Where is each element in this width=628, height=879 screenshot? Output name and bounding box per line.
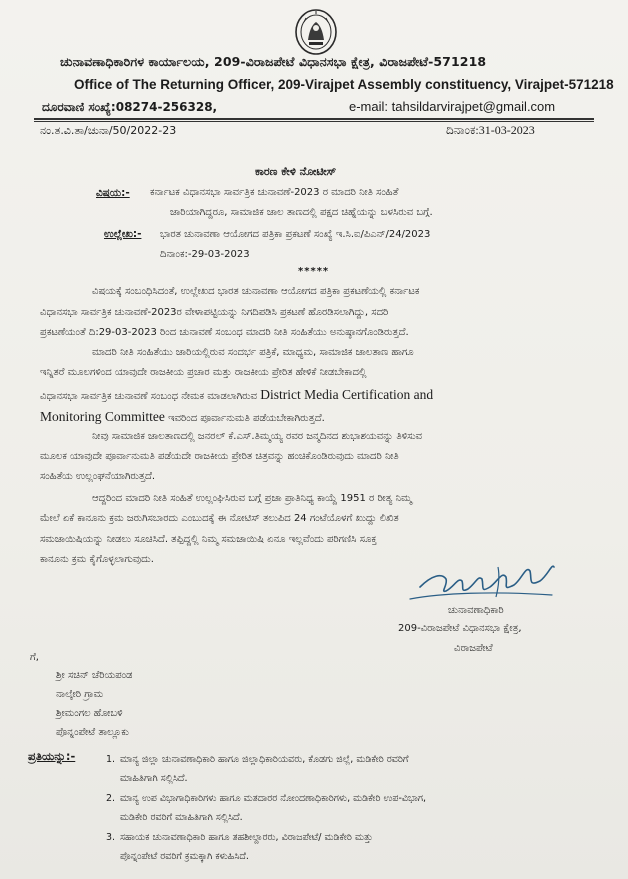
office-header-english: Office of The Returning Officer, 209-Virajpet Assembly constituency, Virajpet-571218	[74, 77, 614, 92]
header-divider-thin	[34, 121, 594, 122]
recipient-line: ಶ್ರೀ ಸಚಿನ್ ಚೆರಿಯಪಂಡ	[56, 670, 133, 681]
paragraph-line: ಪ್ರಕಟಣೆಯಂತೆ ದಿ:29-03-2023 ರಿಂದ ಚುನಾವಣೆ ಸಂಬಂಧ ಮಾದರಿ ನೀತಿ ಸಂಹಿತೆಯು ಅನುಷ್ಠಾನಗೊಂಡಿರುತ್ತದೆ.	[40, 327, 409, 338]
paragraph-line: ವಿಧಾನಸಭಾ ಸಾರ್ವತ್ರಿಕ ಚುನಾವಣೆ-2023ರ ವೇಳಾಪಟ್ಟಿಯನ್ನು ನಿಗದಿಪಡಿಸಿ ಪ್ರಕಟಣೆ ಹೊರಡಿಸಲಾಗಿದ್ದು, ಸದರಿ	[40, 307, 389, 318]
copy-line: ಮಾನ್ಯ ಜಿಲ್ಲಾ ಚುನಾವಣಾಧಿಕಾರಿ ಹಾಗೂ ಜಿಲ್ಲಾಧಿಕಾರಿಯವರು, ಕೊಡಗು ಜಿಲ್ಲೆ, ಮಡಿಕೇರಿ ರವರಿಗೆ	[120, 754, 409, 765]
paragraph-text: ವಿಧಾನಸಭಾ ಸಾರ್ವತ್ರಿಕ ಚುನಾವಣೆ ಸಂಬಂಧ ನೇಮಕ ಮಾಡಲಾಗಿರುವ	[40, 391, 258, 402]
notice-title: ಕಾರಣ ಕೇಳಿ ನೋಟೀಸ್	[255, 165, 337, 178]
email-label: e-mail:	[349, 99, 389, 114]
signatory-constituency: 209-ವಿರಾಜಪೇಟೆ ವಿಧಾನಸಭಾ ಕ್ಷೇತ್ರ,	[398, 623, 522, 634]
office-header-kannada: ಚುನಾವಣಾಧಿಕಾರಿಗಳ ಕಾರ್ಯಾಲಯ, 209-ವಿರಾಜಪೇಟೆ ವಿಧಾನಸಭಾ ಕ್ಷೇತ್ರ, ವಿರಾಜಪೇಟೆ-571218	[60, 54, 487, 69]
to-label: ಗೆ,	[30, 652, 39, 663]
notice-date: ದಿನಾಂಕ:31-03-2023	[446, 123, 535, 137]
paragraph-line: ಮೂಲಕ ಯಾವುದೇ ಪೂರ್ವಾನುಮತಿ ಪಡೆಯದೇ ರಾಜಕೀಯ ಪ್ರೇರಿತ ಚಿತ್ರವನ್ನು ಹಂಚಿಕೊಂಡಿರುವುದು ಮಾದರಿ ನೀತಿ	[40, 451, 399, 462]
header-divider	[34, 118, 594, 120]
paragraph-line: ಮಾದರಿ ನೀತಿ ಸಂಹಿತೆಯು ಜಾರಿಯಲ್ಲಿರುವ ಸಂದರ್ಭ ಪತ್ರಿಕೆ, ಮಾಧ್ಯಮ, ಸಾಮಾಜಿಕ ಜಾಲತಾಣ ಹಾಗೂ	[92, 347, 414, 358]
committee-name: Monitoring Committee	[40, 409, 165, 424]
copy-line: ಪೊನ್ನಂಪೇಟೆ ರವರಿಗೆ ಕ್ರಮಕ್ಕಾಗಿ ಕಳುಹಿಸಿದೆ.	[120, 851, 249, 862]
paragraph-line: ಇನ್ನಿತರೆ ಮೂಲಗಳಿಂದ ಯಾವುದೇ ರಾಜಕೀಯ ಪ್ರಚಾರ ಮತ್ತು ರಾಜಕೀಯ ಪ್ರೇರಿತ ಹೇಳಿಕೆ ನೀಡಬೇಕಾದಲ್ಲಿ	[40, 367, 367, 378]
subject-text: ಕರ್ನಾಟಕ ವಿಧಾನಸಭಾ ಸಾರ್ವತ್ರಿಕ ಚುನಾವಣೆ-2023 ರ ಮಾದರಿ ನೀತಿ ಸಂಹಿತೆ	[150, 187, 399, 198]
separator: *****	[298, 266, 330, 277]
paragraph-line: ನೀವು ಸಾಮಾಜಿಕ ಜಾಲತಾಣದಲ್ಲಿ ಜನರಲ್ ಕೆ.ಎಸ್.ತಿಮ್ಮಯ್ಯ ರವರ ಜನ್ಮದಿನದ ಶುಭಾಶಯವನ್ನು ತಿಳಿಸುವ	[92, 431, 423, 442]
signatory-place: ವಿರಾಜಪೇಟೆ	[454, 643, 493, 654]
copy-number: 3.	[106, 832, 116, 843]
signature-image	[402, 557, 562, 609]
copy-line: ಮಡಿಕೇರಿ ರವರಿಗೆ ಮಾಹಿತಿಗಾಗಿ ಸಲ್ಲಿಸಿದೆ.	[120, 812, 243, 823]
paragraph-text: ಇವರಿಂದ ಪೂರ್ವಾನುಮತಿ ಪಡೆಯಬೇಕಾಗಿರುತ್ತದೆ.	[168, 413, 325, 424]
reference-text: ಭಾರತ ಚುನಾವಣಾ ಆಯೋಗದ ಪತ್ರಿಕಾ ಪ್ರಕಟಣೆ ಸಂಖ್ಯೆ ಇ.ಸಿ.ಐ/ಪಿಎನ್/24/2023	[160, 229, 431, 240]
copy-line: ಸಹಾಯಕ ಚುನಾವಣಾಧಿಕಾರಿ ಹಾಗೂ ತಹಶೀಲ್ದಾರರು, ವಿರಾಜಪೇಟೆ/ ಮಡಿಕೇರಿ ಮತ್ತು	[120, 832, 373, 843]
copy-line: ಮಾನ್ಯ ಉಪ ವಿಭಾಗಾಧಿಕಾರಿಗಳು ಹಾಗೂ ಮತದಾರರ ನೋಂದಣಾಧಿಕಾರಿಗಳು, ಮಡಿಕೇರಿ ಉಪ-ವಿಭಾಗ,	[120, 793, 427, 804]
paragraph-line: ಕಾನೂನು ಕ್ರಮ ಕೈಗೊಳ್ಳಲಾಗುವುದು.	[40, 554, 154, 565]
signatory-designation: ಚುನಾವಣಾಧಿಕಾರಿ	[448, 605, 504, 616]
paragraph-line	[40, 388, 433, 402]
reference-number: ನಂ.ತ.ವಿ.ತಾ/ಚುನಾ/50/2022-23	[40, 124, 177, 137]
reference-date: ದಿನಾಂಕ:-29-03-2023	[160, 249, 250, 260]
subject-text: ಜಾರಿಯಾಗಿದ್ದರೂ, ಸಾಮಾಜಿಕ ಜಾಲ ತಾಣದಲ್ಲಿ ಪಕ್ಷದ ಚಿಹ್ನೆಯನ್ನು ಬಳಸಿರುವ ಬಗ್ಗೆ.	[170, 207, 433, 218]
copy-number: 1.	[106, 754, 116, 765]
committee-name: District Media Certification and	[260, 387, 434, 402]
copies-label: ಪ್ರತಿಯನ್ನು:-	[28, 749, 76, 763]
reference-label: ಉಲ್ಲೇಖ:-	[104, 228, 142, 240]
paragraph-line: ವಿಷಯಕ್ಕೆ ಸಂಬಂಧಿಸಿದಂತೆ, ಉಲ್ಲೇಖದ ಭಾರತ ಚುನಾವಣಾ ಆಯೋಗದ ಪತ್ರಿಕಾ ಪ್ರಕಟಣೆಯಲ್ಲಿ ಕರ್ನಾಟಕ	[92, 286, 420, 297]
paragraph-line: ಸಂಹಿತೆಯ ಉಲ್ಲಂಘನೆಯಾಗಿರುತ್ತದೆ.	[40, 471, 156, 482]
recipient-line: ನಾಲ್ಕೇರಿ ಗ್ರಾಮ	[56, 689, 104, 700]
recipient-line: ಪೊನ್ನಂಪೇಟೆ ತಾಲ್ಲೂಕು	[56, 727, 129, 738]
copy-line: ಮಾಹಿತಿಗಾಗಿ ಸಲ್ಲಿಸಿದೆ.	[120, 773, 188, 784]
email-line	[349, 99, 555, 114]
recipient-line: ಶ್ರೀಮಂಗಲ ಹೋಬಳಿ	[56, 708, 123, 719]
paragraph-line	[40, 410, 325, 424]
paragraph-line: ಮೇಲೆ ಏಕೆ ಕಾನೂನು ಕ್ರಮ ಜರುಗಿಸಬಾರದು ಎಂಬುದಕ್ಕೆ ಈ ನೋಟಿಸ್ ತಲುಪಿದ 24 ಗಂಟೆಯೊಳಗೆ ಖುದ್ದು ಲಿಖಿತ	[40, 513, 399, 524]
email-address: tahsildarvirajpet@gmail.com	[391, 99, 556, 114]
phone-number: ದೂರವಾಣಿ ಸಂಖ್ಯೆ:08274-256328,	[42, 100, 218, 114]
paragraph-line: ಸಮಜಾಯಿಷಿಯನ್ನು ನೀಡಲು ಸೂಚಿಸಿದೆ. ತಪ್ಪಿದ್ದಲ್ಲಿ ನಿಮ್ಮ ಸಮಜಾಯಿಷಿ ಏನೂ ಇಲ್ಲವೆಂದು ಪರಿಗಣಿಸಿ ಸೂಕ್ತ	[40, 534, 377, 545]
paragraph-line: ಆದ್ದರಿಂದ ಮಾದರಿ ನೀತಿ ಸಂಹಿತೆ ಉಲ್ಲಂಘಿಸಿರುವ ಬಗ್ಗೆ ಪ್ರಜಾ ಪ್ರಾತಿನಿಧ್ಯ ಕಾಯ್ದೆ 1951 ರ ರೀತ್ಯ ನಿಮ್ಮ	[92, 493, 412, 504]
copy-number: 2.	[106, 793, 116, 804]
emblem-icon	[294, 8, 338, 56]
subject-label: ವಿಷಯ:-	[96, 187, 130, 199]
